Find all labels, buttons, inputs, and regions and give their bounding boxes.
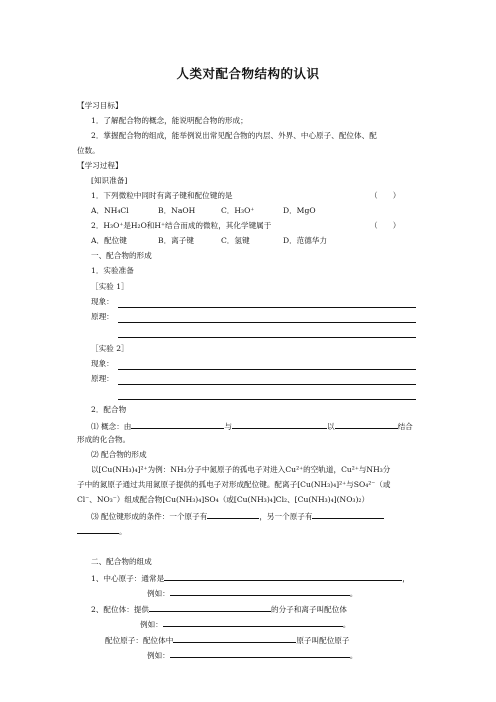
ligand-example-line xyxy=(140,618,350,630)
ligand-example-label: 例如： xyxy=(140,620,163,629)
center-atom-example-line xyxy=(147,587,357,599)
concept-by: 以 xyxy=(326,422,335,431)
concept-line-cont: 形成的化合物。 xyxy=(77,435,131,444)
goals-heading: 【学习目标】 xyxy=(77,101,123,110)
ligand-suffix: 的分子和离子叫配位体 xyxy=(271,605,347,614)
experiment-1-phenomenon-line[interactable] xyxy=(118,307,416,308)
ligand-atom-example-blank[interactable] xyxy=(170,649,350,658)
formation-text-3: Cl⁻、NO₃⁻）组成配合物[Cu(NH₃)₄]SO₄（或[Cu(NH₃)₄]Cl₂、[Cu(NH₃)₄](NO₃)₂） xyxy=(77,495,370,504)
formation-subheading: ⑵ 配合物的形成 xyxy=(91,450,147,459)
center-atom-blank[interactable] xyxy=(164,572,402,581)
ligand-example-blank[interactable] xyxy=(163,618,343,627)
section-2-heading: 二、配合物的组成 xyxy=(91,557,152,566)
experiment-2-label: ［实验 2］ xyxy=(91,344,129,353)
experiment-2-principle-label: 原理： xyxy=(91,374,114,383)
question-2-option-c[interactable]: C．氢键 xyxy=(221,236,250,245)
center-atom-line xyxy=(91,572,410,584)
question-2-answer-paren: （ ） xyxy=(370,221,401,230)
complex-subheading: 2．配合物 xyxy=(91,405,127,414)
question-1-option-a[interactable]: A．NH₄Cl xyxy=(91,206,129,215)
ligand-atom-label: 配位原子：配位体中 xyxy=(105,636,174,645)
ligand-line xyxy=(91,603,347,615)
ligand-atom-line xyxy=(105,634,350,646)
goal-item-2: 2．掌握配合物的组成，能举例说出常见配合物的内层、外界、中心原子、配位体、配 xyxy=(91,131,377,140)
ligand-blank[interactable] xyxy=(149,603,271,612)
page-title: 人类对配合物结构的认识 xyxy=(176,66,320,81)
concept-prefix: ⑴ 概念：由 xyxy=(91,422,132,431)
ligand-label: 2、配位体：提供 xyxy=(91,605,149,614)
bond-condition-blank-2[interactable] xyxy=(312,510,384,519)
question-2-option-b[interactable]: B．离子键 xyxy=(158,236,194,245)
goal-item-2-cont: 位数。 xyxy=(77,146,100,155)
concept-line xyxy=(91,420,413,432)
experiment-1-principle-line-2[interactable] xyxy=(118,337,416,338)
center-atom-example-period: 。 xyxy=(349,589,358,598)
question-2-option-a[interactable]: A．配位键 xyxy=(91,236,127,245)
ligand-atom-suffix: 原子叫配位原子 xyxy=(296,636,350,645)
question-2: 2．H₃O⁺是H₂O和H⁺结合而成的微粒，其化学键属于 xyxy=(91,221,272,230)
formation-text-2: 子中的氮原子通过共用氮原子提供的孤电子对形成配位键。配离子[Cu(NH₃)₄]²⁺与SO₄²⁻（或 xyxy=(77,480,391,489)
question-1-option-c[interactable]: C．H₃O⁺ xyxy=(221,206,255,215)
concept-blank-2[interactable] xyxy=(232,420,327,429)
ligand-example-period: 。 xyxy=(342,620,351,629)
concept-blank-3[interactable] xyxy=(335,420,398,429)
ligand-atom-example-period: 。 xyxy=(349,651,358,660)
section-1-heading: 一、配合物的形成 xyxy=(91,251,152,260)
question-2-option-d[interactable]: D．范德华力 xyxy=(283,236,328,245)
experiment-2-phenomenon-label: 现象： xyxy=(91,359,114,368)
bond-condition-cont xyxy=(77,525,127,537)
ligand-atom-example-label: 例如： xyxy=(147,651,170,660)
ligand-atom-blank[interactable] xyxy=(173,634,296,643)
experiment-1-phenomenon-label: 现象： xyxy=(91,297,114,306)
concept-bond: 结合 xyxy=(397,422,413,431)
question-1-option-d[interactable]: D．MgO xyxy=(283,206,316,215)
experiment-1-principle-label: 原理： xyxy=(91,312,114,321)
center-atom-example-label: 例如： xyxy=(147,589,170,598)
experiment-1-principle-line[interactable] xyxy=(118,322,416,323)
experiment-2-principle-line[interactable] xyxy=(118,384,416,385)
center-atom-label: 1、中心原子：通常是 xyxy=(91,574,165,583)
question-1-option-b[interactable]: B．NaOH xyxy=(158,206,196,215)
bond-condition-line xyxy=(91,510,384,522)
center-atom-example-blank[interactable] xyxy=(170,587,350,596)
bond-condition-period: 。 xyxy=(119,527,127,536)
goal-item-1: 1．了解配合物的概念，能说明配合物的形成； xyxy=(91,116,248,125)
center-atom-comma: ， xyxy=(402,574,410,583)
bond-condition-blank-1[interactable] xyxy=(207,510,259,519)
experiment-prep-label: 1．实验准备 xyxy=(91,266,134,275)
knowledge-prep-label: [知识准备] xyxy=(91,176,128,185)
ligand-atom-example-line xyxy=(147,649,357,661)
bond-condition-prefix: ⑶ 配位键形成的条件：一个原子有 xyxy=(91,512,208,521)
experiment-2-phenomenon-line[interactable] xyxy=(118,369,416,370)
process-heading: 【学习过程】 xyxy=(77,161,123,170)
concept-and: 与 xyxy=(224,422,232,431)
experiment-1-label: ［实验 1］ xyxy=(91,282,129,291)
bond-condition-blank-3[interactable] xyxy=(77,525,119,534)
experiment-2-principle-line-2[interactable] xyxy=(118,399,416,400)
formation-text-1: 以[Cu(NH₃)₄]²⁺为例：NH₃分子中氮原子的孤电子对进入Cu²⁺的空轨道，Cu²⁺与NH₃分 xyxy=(91,465,391,474)
question-1: 1．下列微粒中同时有离子键和配位键的是 xyxy=(91,191,233,200)
concept-blank-1[interactable] xyxy=(131,420,224,429)
bond-condition-mid: ，另一个原子有 xyxy=(259,512,313,521)
question-1-answer-paren: （ ） xyxy=(370,191,401,200)
